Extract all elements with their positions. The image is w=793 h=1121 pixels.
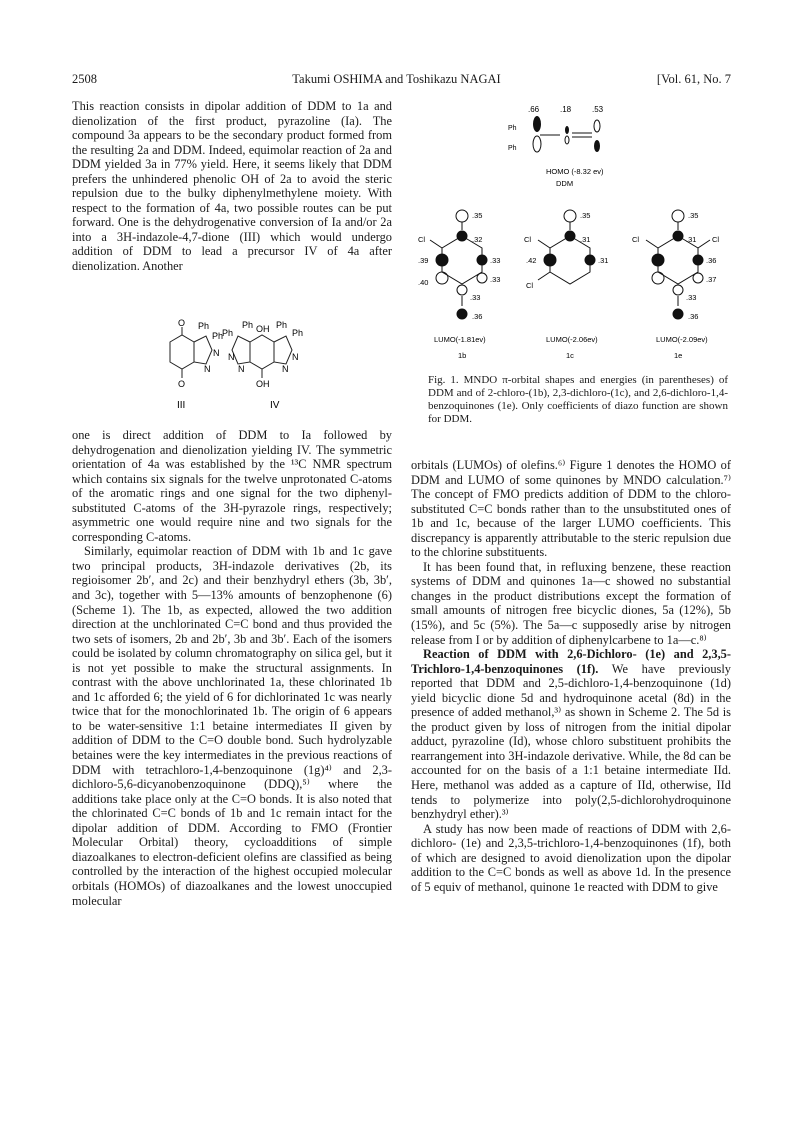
1c-name: 1c [566, 351, 574, 360]
label-III: III [177, 400, 186, 411]
1c-cl-2: Cl [526, 281, 534, 290]
1e-energy: LUMO(-2.09ev) [656, 335, 708, 344]
IV-oh-bottom: OH [256, 379, 270, 389]
III-n-2: N [204, 364, 211, 374]
1c-cl-1: Cl [524, 235, 532, 244]
III-oxygen-bottom: O [178, 379, 186, 389]
III-ph-1: Ph [198, 321, 210, 331]
1e-coef-4: .33 [686, 293, 697, 302]
left-paragraph-2: one is direct addition of DDM to Ia followed by dehydrogenation and dienolization yielding IV. The symmetric orientation of 4a was established by the ¹³C NMR spectrum which contains six signals for the twelve unprotonated C-atoms of the aromatic rings and one signal for the two diphenyl-substituted C-atoms of the 3H-pyrazole rings, respectively; asymmetric one would require nine and two signals for the corresponding C-atoms. [72, 428, 392, 544]
1b-coef-top: .35 [472, 211, 483, 220]
running-authors: Takumi OSHIMA and Toshikazu NAGAI [292, 72, 501, 86]
right-paragraph-4: A study has now been made of reactions of DDM with 2,6-dichloro- (1e) and 2,3,5-trichloro-1,4-benzoquinones (1f), both of which are designed to avoid dienolization upon the dipolar addition to the C=C bonds as well as above 1d. In the presence of 5 equiv of methanol, quinone 1e reacted with DDM to give [411, 821, 731, 894]
1b-name: 1b [458, 351, 467, 360]
1e-coef-top: .35 [688, 211, 699, 220]
figure-1-caption: Fig. 1. MNDO π-orbital shapes and energies (in parentheses) of DDM and of 2-chloro-(1b), 2,3-dichloro-(1c), and 2,6-dichloro-1,4-benzoquinones (1e). Only coefficients of diazo function are shown for DDM. [428, 374, 728, 425]
1c-coef-top: .35 [580, 211, 591, 220]
IV-ph-2: Ph [242, 320, 254, 330]
1e-coef-bottom: .36 [688, 312, 699, 321]
III-ph-2: Ph [212, 331, 224, 341]
1e-cl-1: Cl [632, 235, 640, 244]
1c-coef-2: .42 [526, 256, 537, 265]
III-oxygen-top: O [178, 318, 186, 328]
ddm-energy: HOMO (-8.32 ev) [546, 167, 604, 176]
1c-coef-1: .31 [580, 235, 591, 244]
1b-coef-bottom: .36 [472, 312, 483, 321]
1b-cl: Cl [418, 235, 426, 244]
ddm-coef-c: .66 [528, 105, 540, 114]
label-IV: IV [270, 400, 280, 411]
IV-n-4: N [282, 364, 289, 374]
IV-n-3: N [292, 352, 299, 362]
1b-coef-5: .33 [490, 275, 501, 284]
ddm-coef-n2: .53 [592, 105, 604, 114]
page-number: 2508 [72, 72, 97, 86]
1b-energy: LUMO(-1.81ev) [434, 335, 486, 344]
ddm-ph-1: Ph [508, 125, 517, 132]
section-heading: Reaction of DDM with 2,6-Dichloro- (1e) and 2,3,5-Trichloro-1,4-benzoquinones (1f). [411, 647, 731, 676]
right-paragraph-2: It has been found that, in refluxing benzene, these reaction systems of DDM and quinones 1a—c showed no substantial changes in the product distributions except the formation of small amounts of nitrogen free bicyclic diones, 5a (12%), 5b (15%), and 5c (5%). The 5a—c supposedly arise by nitrogen release from I or by addition of diphenylcarbene to 1a—c.⁸⁾ [411, 559, 731, 647]
1b-coef-6: .33 [470, 293, 481, 302]
1b-coef-4: .40 [418, 278, 429, 287]
IV-ph-1: Ph [222, 328, 234, 338]
1e-name: 1e [674, 351, 683, 360]
1b-coef-2: .39 [418, 256, 429, 265]
ddm-name: DDM [556, 179, 574, 188]
quinone-1c-lumo [538, 210, 595, 284]
1e-coef-1: .31 [686, 235, 697, 244]
quinone-1e-lumo [646, 210, 710, 319]
quinone-1b-lumo [430, 210, 487, 319]
right-column [411, 458, 731, 894]
IV-n-2: N [238, 364, 245, 374]
figure-1 [410, 100, 740, 370]
right-paragraph-1: orbitals (LUMOs) of olefins.⁶⁾ Figure 1 denotes the HOMO of DDM and LUMO of some quinones by MNDO calculation.⁷⁾ The concept of FMO predicts addition of DDM to the chloro-substituted C=C bonds rather than to the unsubstituted ones of 1b and 1c, because of the larger LUMO coefficients. This discrepancy is apparently attributable to the steric repulsion due to the chlorine substituents. [411, 458, 731, 560]
volume-info: [Vol. 61, No. 7 [656, 72, 731, 86]
1b-coef-1: .32 [472, 235, 483, 244]
ddm-homo-diagram [508, 105, 604, 188]
III-n-1: N [213, 348, 220, 358]
right-paragraph-3-body: We have previously reported that DDM and 2,5-dichloro-1,4-benzoquinone (1d) yield bicyclic dione 5d and hydroquinone acetal (8d) in the presence of added methanol,³⁾ as shown in Scheme 2. The 5d is the product given by loss of nitrogen from the initial dipolar adduct, pyrazoline (Id), whose chloro substituent prohibits the rearrangement into 3H-indazole derivative. While, the 8d can be accounted for on the basis of a 1:1 betaine intermediate IId. Here, methanol was added as a capture of IId, otherwise, IId tends to polymerize into poly(2,5-dichlorohydroquinone benzhydryl ether).³⁾ [411, 661, 731, 822]
left-paragraph-1: This reaction consists in dipolar addition of DDM to 1a and dienolization of the first product, pyrazoline (Ia). The compound 3a appears to be the secondary product formed from the resulting 2a and DDM. Indeed, equimolar reaction of 2a and DDM yielded 3a in 77% yield. Here, it seems likely that DDM prefers the unhindered phenolic OH of 2a to avoid the steric repulsion due to the bulky diphenylmethylene moiety. With respect to the formation of 4a, two possible routes can be put forward. One is the dehydrogenative conversion of Ia and/or 2a into a 3H-indazole-4,7-dione (III) which would undergo addition of DDM to lead a precursor IV of 4a after dienolization. Another [72, 99, 392, 274]
1b-coef-3: .33 [490, 256, 501, 265]
left-column-continued [72, 428, 392, 908]
IV-n-1: N [228, 352, 235, 362]
IV-ph-4: Ph [292, 328, 304, 338]
left-column [72, 99, 392, 274]
IV-oh-top: OH [256, 324, 270, 334]
left-paragraph-3: Similarly, equimolar reaction of DDM with 1b and 1c gave two principal products, 3H-indazole derivatives (2b, its regioisomer 2b′, and 2c) and their benzhydryl ethers (3b, 3b′, and 3c), together with 5—13% amounts of benzophenone (6) (Scheme 1). The 1b, as expected, allowed the two addition direction at the unchlorinated C=C bond and thus provided the two sets of isomers, 2b and 2b′, 3b and 3b′. Each of the isomers could be isolated by column chromatography on silica gel, but it is not yet possible to make the structural assignments. In contrast with the above unchlorinated 1a, these chlorinated 1b and 1c afforded 6; the yield of 6 for dichlorinated 1c was nearly twice that for the monochlorinated 1b. The origin of 6 appears to be water-sensitive 1:1 betaine intermediates II given by addition of DDM to the C=O double bond. Such hydrolyzable betaines were the key intermediates in the previous reactions of DDM with tetrachloro-1,4-benzoquinone (1g)⁴⁾ and 2,3-dichloro-5,6-dicyanobenzoquinone (DDQ),⁵⁾ where the additions take place only at the C=O bonds. It is also noted that the chlorinated C=C bonds of 1b and 1c remain intact for the dipolar addition of DDM. According to FMO (Frontier Molecular Orbital) theory, cycloadditions of simple diazoalkanes to electron-deficient olefins are classified as being controlled by the interaction of the highest occupied molecular orbitals (HOMOs) of diazoalkanes and the lowest unoccupied molecular [72, 544, 392, 908]
ddm-coef-n1: .18 [560, 105, 572, 114]
1c-coef-3: .31 [598, 256, 609, 265]
1e-coef-2: .36 [706, 256, 717, 265]
right-paragraph-3 [411, 647, 731, 822]
1e-coef-3: .37 [706, 275, 717, 284]
scheme-structures [150, 312, 340, 412]
IV-ph-3: Ph [276, 320, 288, 330]
1e-cl-2: Cl [712, 235, 720, 244]
1c-energy: LUMO(-2.06ev) [546, 335, 598, 344]
ddm-ph-2: Ph [508, 145, 517, 152]
